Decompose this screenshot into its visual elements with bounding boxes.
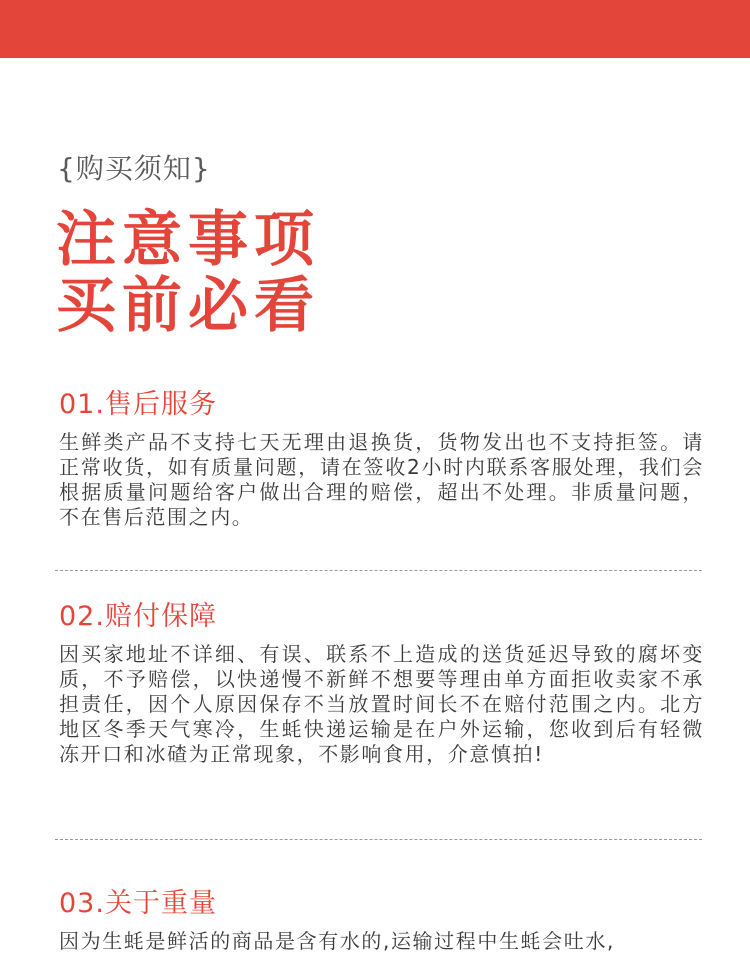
section-kicker: {购买须知} bbox=[57, 152, 211, 185]
section-title: 02.赔付保障 bbox=[59, 601, 217, 632]
dashed-divider bbox=[55, 839, 702, 840]
top-banner-bar bbox=[0, 0, 750, 58]
section-body: 因为生蚝是鲜活的商品是含有水的,运输过程中生蚝会吐水, bbox=[59, 929, 615, 953]
section-weight bbox=[59, 890, 704, 954]
section-compensation bbox=[59, 603, 704, 767]
section-body: 生鲜类产品不支持七天无理由退换货，货物发出也不支持拒签。请正常收货，如有质量问题，请在签收2小时内联系客服处理，我们会根据质量问题给客户做出合理的赔偿，超出不处理。非质量问题，不在售后范围之内。 bbox=[59, 430, 704, 529]
headline-line-2: 买前必看 bbox=[56, 271, 320, 341]
section-title: 03.关于重量 bbox=[59, 888, 217, 919]
dashed-divider bbox=[55, 570, 702, 571]
section-after-sales bbox=[59, 391, 704, 530]
headline-line-1: 注意事项 bbox=[56, 205, 320, 275]
section-title: 01.售后服务 bbox=[59, 389, 217, 420]
section-body: 因买家地址不详细、有误、联系不上造成的送货延迟导致的腐坏变质，不予赔偿，以快递慢不新鲜不想要等理由单方面拒收卖家不承担责任，因个人原因保存不当放置时间长不在赔付范围之内。北方地区冬季天气寒冷，生蚝快递运输是在户外运输，您收到后有轻微冻开口和冰碴为正常现象，不影响食用，介意慎拍! bbox=[59, 642, 704, 766]
